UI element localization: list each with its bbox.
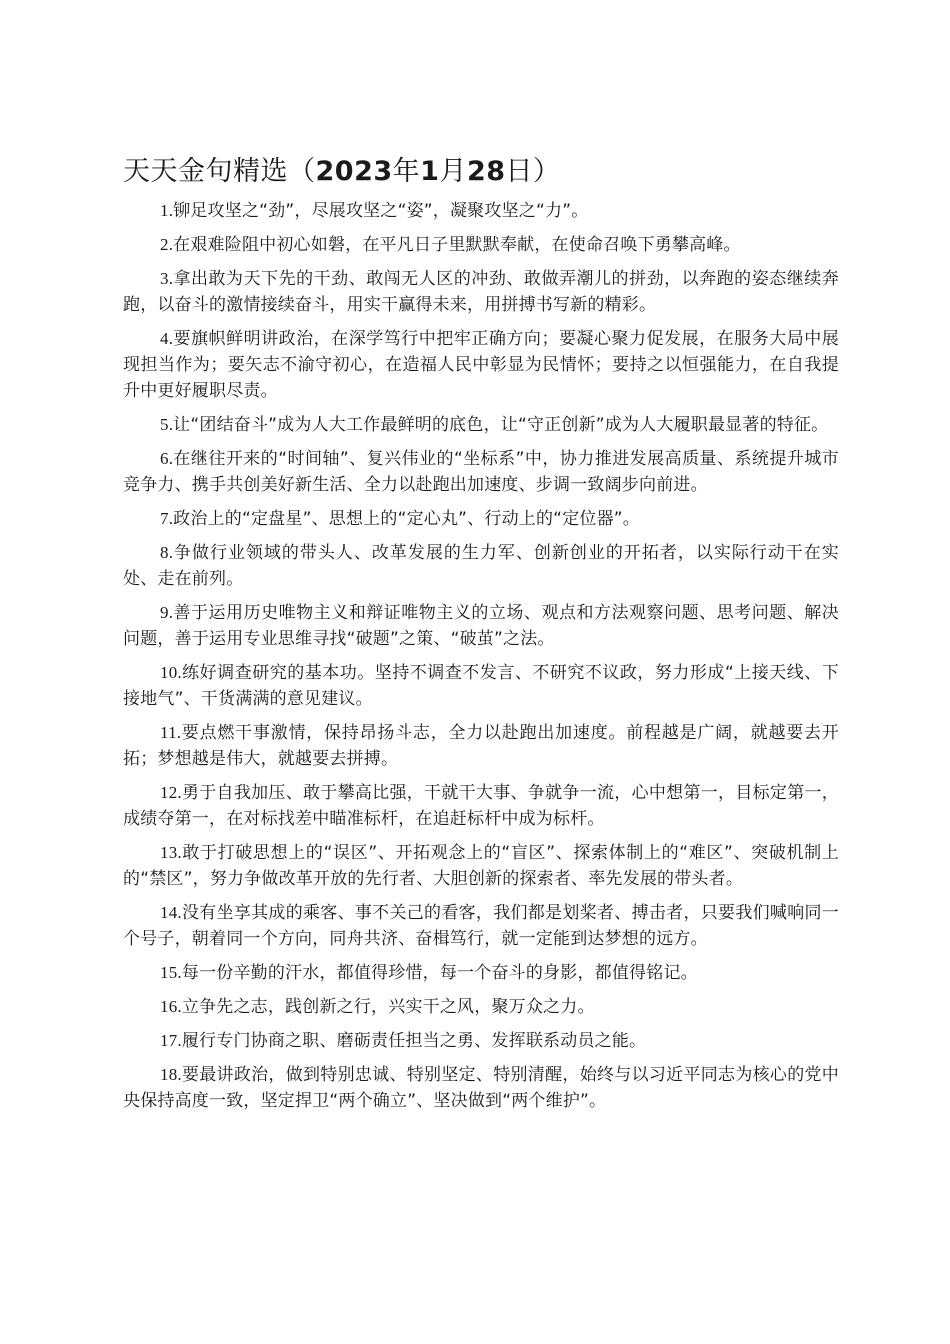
quote-item [123, 994, 839, 1020]
quote-text: 在继往开来的“时间轴”、复兴伟业的“坐标系”中，协力推进发展高质量、系统提升城市竞争力、携手共创美好新生活、全力以赴跑出加速度、步调一致阔步向前进。 [123, 449, 839, 495]
title-day: 28 [466, 156, 506, 187]
title-prefix: 天天金句精选（ [123, 156, 316, 187]
title-suffix: ） [533, 156, 561, 187]
quote-number: 16. [160, 997, 182, 1016]
quote-text: 要点燃干事激情，保持昂扬斗志，全力以赴跑出加速度。前程越是广阔，就越要去开拓；梦想越是伟大，就越要去拼搏。 [123, 723, 839, 769]
page-title [123, 152, 839, 192]
quote-item [123, 600, 839, 652]
quote-number: 2. [160, 235, 174, 254]
quote-number: 14. [160, 903, 182, 922]
quote-number: 3. [160, 269, 174, 288]
quote-number: 10. [160, 663, 182, 682]
quote-item [123, 840, 839, 892]
quote-text: 每一份辛勤的汗水，都值得珍惜，每一个奋斗的身影，都值得铭记。 [181, 963, 698, 983]
quote-text: 要最讲政治，做到特别忠诚、特别坚定、特别清醒，始终与以习近平同志为核心的党中央保持高度一致，坚定捍卫“两个确立”、坚决做到“两个维护”。 [123, 1065, 839, 1111]
quote-item [123, 900, 839, 952]
quote-number: 15. [160, 963, 182, 982]
quote-item [123, 198, 839, 224]
quote-item [123, 446, 839, 498]
quote-text: 勇于自我加压、敢于攀高比强，干就干大事、争就争一流，心中想第一，目标定第一，成绩夺第一，在对标找差中瞄准标杆，在追赶标杆中成为标杆。 [123, 783, 839, 829]
quote-text: 善于运用历史唯物主义和辩证唯物主义的立场、观点和方法观察问题、思考问题、解决问题，善于运用专业思维寻找“破题”之策、“破茧”之法。 [123, 603, 839, 649]
quote-number: 1. [160, 201, 174, 220]
quote-number: 12. [160, 783, 182, 802]
title-day-unit: 日 [505, 156, 534, 187]
quote-number: 4. [160, 329, 174, 348]
quote-number: 13. [160, 843, 182, 862]
quote-item [123, 960, 839, 986]
title-year: 2023 [315, 156, 393, 187]
quote-number: 11. [160, 723, 182, 742]
title-year-unit: 年 [392, 156, 421, 187]
quote-text: 拿出敢为天下先的干劲、敢闯无人区的冲劲、敢做弄潮儿的拼劲，以奔跑的姿态继续奔跑，以奋斗的激情接续奋斗，用实干赢得未来，用拼搏书写新的精彩。 [123, 269, 839, 315]
quote-text: 履行专门协商之职、磨砺责任担当之勇、发挥联系动员之能。 [181, 1031, 647, 1051]
quote-item [123, 266, 839, 318]
quote-text: 铆足攻坚之“劲”，尽展攻坚之“姿”，凝聚攻坚之“力”。 [173, 201, 589, 221]
quote-item [123, 412, 839, 438]
quote-number: 18. [160, 1065, 182, 1084]
quote-item [123, 780, 839, 832]
quote-number: 17. [160, 1031, 182, 1050]
quote-text: 练好调查研究的基本功。坚持不调查不发言、不研究不议政，努力形成“上接天线、下接地气”、干货满满的意见建议。 [123, 663, 839, 709]
quote-item [123, 660, 839, 712]
quote-number: 5. [160, 415, 174, 434]
quote-item [123, 1062, 839, 1114]
quote-text: 让“团结奋斗”成为人大工作最鲜明的底色，让“守正创新”成为人大履职最显著的特征。 [173, 415, 829, 435]
quote-text: 没有坐享其成的乘客、事不关己的看客，我们都是划桨者、搏击者，只要我们喊响同一个号子，朝着同一个方向，同舟共济、奋楫笃行，就一定能到达梦想的远方。 [123, 903, 839, 949]
title-month-unit: 月 [439, 156, 467, 187]
document-page [123, 152, 839, 1122]
quote-number: 8. [160, 543, 174, 562]
quote-number: 9. [160, 603, 174, 622]
quote-text: 在艰难险阻中初心如磐，在平凡日子里默默奉献，在使命召唤下勇攀高峰。 [173, 235, 741, 255]
quote-text: 要旗帜鲜明讲政治，在深学笃行中把牢正确方向；要凝心聚力促发展，在服务大局中展现担当作为；要矢志不渝守初心，在造福人民中彰显为民情怀；要持之以恒强能力，在自我提升中更好履职尽责。 [123, 329, 839, 401]
quote-text: 政治上的“定盘星”、思想上的“定心丸”、行动上的“定位器”。 [173, 509, 640, 529]
title-month: 1 [420, 156, 440, 187]
quote-text: 立争先之志，践创新之行，兴实干之风，聚万众之力。 [181, 997, 595, 1017]
quote-number: 6. [160, 449, 174, 468]
quote-text: 争做行业领域的带头人、改革发展的生力军、创新创业的开拓者，以实际行动干在实处、走在前列。 [123, 543, 839, 589]
quote-item [123, 720, 839, 772]
quote-item [123, 326, 839, 404]
quote-number: 7. [160, 509, 174, 528]
quote-item [123, 232, 839, 258]
quote-item [123, 1028, 839, 1054]
quote-item [123, 540, 839, 592]
quote-item [123, 506, 839, 532]
quote-list [123, 198, 839, 1114]
quote-text: 敢于打破思想上的“误区”、开拓观念上的“盲区”、探索体制上的“难区”、突破机制上的“禁区”，努力争做改革开放的先行者、大胆创新的探索者、率先发展的带头者。 [123, 843, 839, 889]
